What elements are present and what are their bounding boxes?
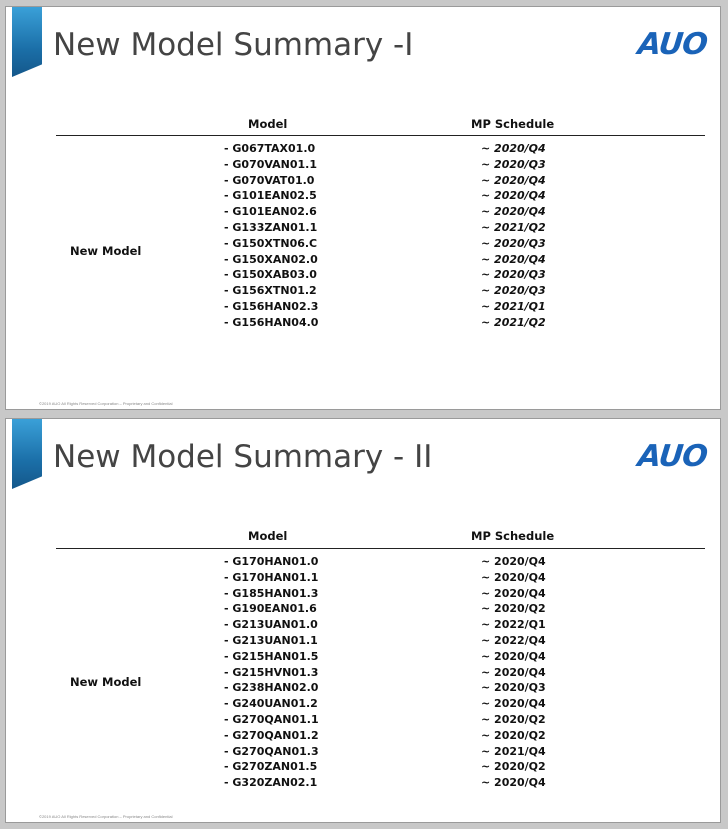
model-item: - G270QAN01.2 bbox=[224, 728, 319, 742]
model-item: - G213UAN01.1 bbox=[224, 633, 318, 647]
model-item: - G133ZAN01.1 bbox=[224, 220, 318, 234]
model-item: - G190EAN01.6 bbox=[224, 602, 317, 616]
model-item: - G185HAN01.3 bbox=[224, 586, 319, 600]
schedule-item: ~ 2020/Q2 bbox=[481, 728, 546, 742]
model-item: - G270QAN01.3 bbox=[224, 744, 319, 758]
model-item: - G170HAN01.1 bbox=[224, 570, 319, 584]
schedule-item: ~ 2021/Q1 bbox=[481, 299, 546, 313]
model-item: - G150XAB03.0 bbox=[224, 268, 317, 282]
header-divider bbox=[56, 548, 705, 549]
schedule-item: ~ 2021/Q2 bbox=[481, 220, 546, 234]
row-label-new-model: New Model bbox=[70, 675, 142, 689]
schedule-item: ~ 2020/Q3 bbox=[481, 157, 546, 171]
schedule-item: ~ 2020/Q4 bbox=[481, 555, 546, 568]
model-item: - G101EAN02.6 bbox=[224, 205, 317, 219]
schedule-item: ~ 2020/Q3 bbox=[481, 236, 546, 250]
column-header-model: Model bbox=[248, 117, 288, 131]
model-item: - G238HAN02.0 bbox=[224, 681, 319, 695]
schedule-item: ~ 2020/Q4 bbox=[481, 649, 546, 663]
slide-summary-1 bbox=[5, 6, 721, 410]
slide-accent-bar bbox=[12, 7, 42, 77]
schedule-item: ~ 2020/Q2 bbox=[481, 760, 546, 774]
schedule-item: ~ 2020/Q3 bbox=[481, 284, 546, 298]
model-item: - G240UAN01.2 bbox=[224, 697, 318, 711]
schedule-list bbox=[481, 141, 546, 331]
model-item: - G270QAN01.1 bbox=[224, 712, 319, 726]
slide-summary-2 bbox=[5, 418, 721, 823]
schedule-item: ~ 2022/Q4 bbox=[481, 633, 546, 647]
model-list bbox=[224, 554, 319, 791]
row-label-new-model: New Model bbox=[70, 244, 142, 258]
schedule-item: ~ 2021/Q2 bbox=[481, 315, 546, 329]
schedule-item: ~ 2020/Q4 bbox=[481, 205, 546, 219]
model-item: - G156XTN01.2 bbox=[224, 284, 317, 298]
model-item: - G215HVN01.3 bbox=[224, 665, 319, 679]
model-item: - G150XTN06.C bbox=[224, 236, 318, 250]
slide-accent-bar bbox=[12, 419, 42, 489]
auo-logo: AUO bbox=[636, 27, 709, 62]
model-item: - G150XAN02.0 bbox=[224, 252, 318, 266]
model-item: - G101EAN02.5 bbox=[224, 189, 317, 203]
schedule-item: ~ 2020/Q4 bbox=[481, 665, 546, 679]
schedule-item: ~ 2020/Q4 bbox=[481, 173, 546, 187]
auo-logo: AUO bbox=[636, 439, 709, 474]
header-divider bbox=[56, 135, 705, 136]
schedule-item: ~ 2020/Q4 bbox=[481, 252, 546, 266]
slide-title: New Model Summary - II bbox=[53, 439, 433, 475]
schedule-item: ~ 2020/Q2 bbox=[481, 602, 546, 616]
column-header-mp-schedule: MP Schedule bbox=[471, 529, 555, 543]
model-item: - G170HAN01.0 bbox=[224, 555, 319, 568]
schedule-item: ~ 2020/Q4 bbox=[481, 776, 546, 790]
schedule-item: ~ 2020/Q4 bbox=[481, 189, 546, 203]
model-list bbox=[224, 141, 318, 331]
schedule-item: ~ 2020/Q3 bbox=[481, 268, 546, 282]
schedule-item: ~ 2020/Q2 bbox=[481, 712, 546, 726]
schedule-item: ~ 2020/Q4 bbox=[481, 570, 546, 584]
model-item: - G067TAX01.0 bbox=[224, 142, 316, 155]
slide-footer: ©2019 AUO All Rights Reserved Corporation – Proprietary and Confidential bbox=[39, 401, 173, 406]
model-item: - G320ZAN02.1 bbox=[224, 776, 318, 790]
model-item: - G156HAN02.3 bbox=[224, 299, 319, 313]
schedule-item: ~ 2020/Q4 bbox=[481, 697, 546, 711]
column-header-model: Model bbox=[248, 529, 288, 543]
slide-footer: ©2019 AUO All Rights Reserved Corporation – Proprietary and Confidential bbox=[39, 814, 173, 819]
slide-title: New Model Summary -I bbox=[53, 27, 414, 63]
model-item: - G070VAT01.0 bbox=[224, 173, 315, 187]
column-header-mp-schedule: MP Schedule bbox=[471, 117, 555, 131]
schedule-item: ~ 2022/Q1 bbox=[481, 618, 546, 632]
schedule-item: ~ 2020/Q4 bbox=[481, 586, 546, 600]
schedule-item: ~ 2020/Q3 bbox=[481, 681, 546, 695]
schedule-item: ~ 2021/Q4 bbox=[481, 744, 546, 758]
model-item: - G156HAN04.0 bbox=[224, 315, 319, 329]
schedule-list bbox=[481, 554, 546, 791]
model-item: - G270ZAN01.5 bbox=[224, 760, 318, 774]
model-item: - G070VAN01.1 bbox=[224, 157, 318, 171]
schedule-item: ~ 2020/Q4 bbox=[481, 142, 546, 155]
model-item: - G215HAN01.5 bbox=[224, 649, 319, 663]
model-item: - G213UAN01.0 bbox=[224, 618, 318, 632]
